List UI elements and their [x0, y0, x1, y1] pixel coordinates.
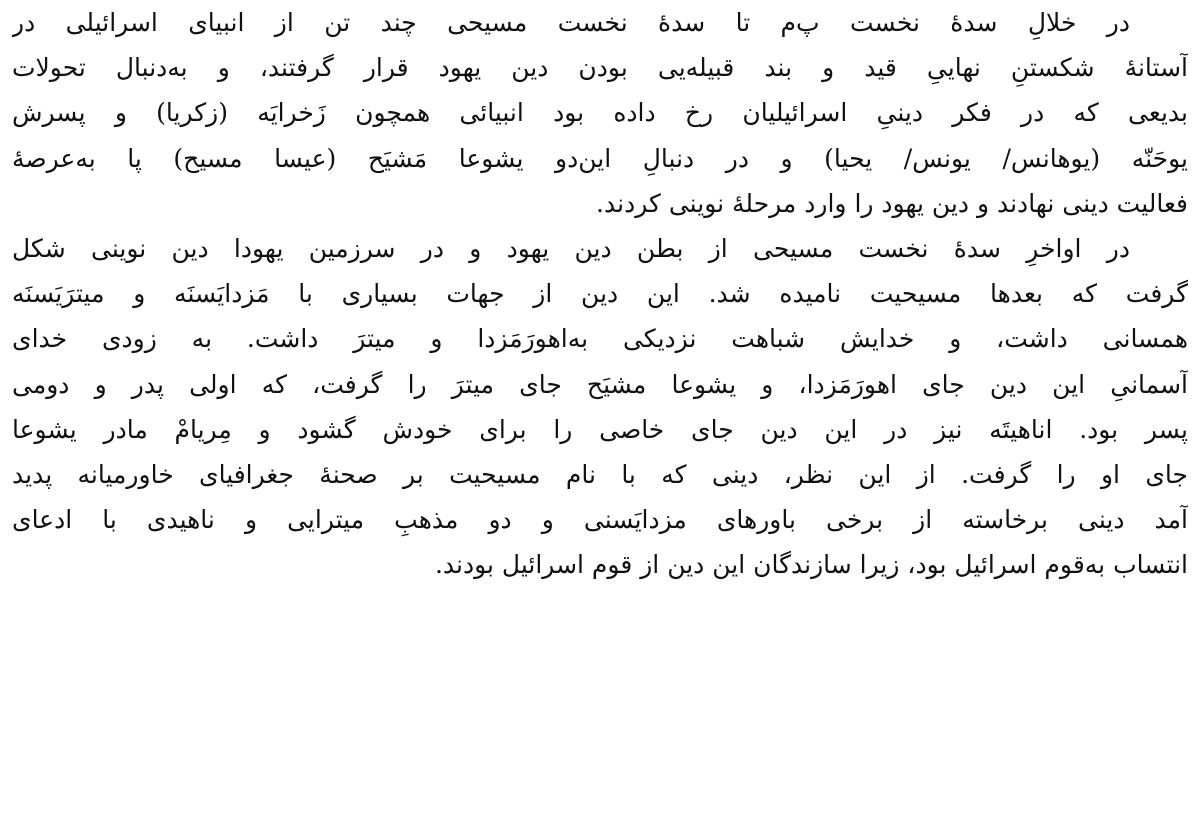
paragraph-2-line-1: در اواخرِ سدۀ نخست مسیحی از بطن دین یهود و در سرزمین یهودا دین نوینی شکل	[12, 234, 1130, 264]
paragraph-2-line-7: آمد دینی برخاسته از برخی باورهای مزدایَسنی و دو مذهبِ میترایی و ناهیدی با ادعای	[12, 505, 1188, 535]
paragraph-2-line-8: انتساب به‌قوم اسرائیل بود، زیرا سازندگان این دین از قوم اسرائیل بودند.	[434, 550, 1188, 580]
paragraph-1	[12, 0, 1188, 226]
paragraph-2-line-5: پسر بود. اناهیتَه نیز در این دین جای خاصی را برای خودش گشود و مِریامْ مادر یشوعا	[12, 414, 1188, 444]
paragraph-2	[12, 226, 1188, 588]
paragraph-1-line-1: در خلالِ سدۀ نخست پ‌م تا سدۀ نخست مسیحی چند تن از انبیای اسرائیلی در	[12, 8, 1130, 37]
paragraph-1-line-2: آستانۀ شکستنِ نهاییِ قید و بند قبیله‌یی بودن دین یهود قرار گرفتند، و به‌دنبال تحولات	[12, 53, 1188, 83]
paragraph-2-line-6: جای او را گرفت. از این نظر، دینی که با نام مسیحیت بر صحنۀ جغرافیای خاورمیانه پدید	[12, 460, 1188, 490]
paragraph-2-line-4: آسمانیِ این دین جای اهورَمَزدا، و یشوعا مشیَح جای میترَ را گرفت، که اولی پدر و دومی	[12, 369, 1188, 399]
paragraph-1-line-4: یوحَنّه (یوهانس/ یونس/ یحیا) و در دنبالِ این‌دو یشوعا مَشیَح (عیسا مسیح) پا به‌عرصۀ	[12, 143, 1188, 173]
paragraph-1-line-5: فعالیت دینی نهادند و دین یهود را وارد مرحلۀ نوینی کردند.	[596, 188, 1188, 218]
paragraph-2-line-2: گرفت که بعدها مسیحیت نامیده شد. این دین از جهات بسیاری با مَزدایَسنَه و میترَیَسنَه	[12, 279, 1188, 309]
paragraph-2-line-3: همسانی داشت، و خدایش شباهت نزدیکی به‌اهورَمَزدا و میترَ داشت. به زودی خدای	[12, 324, 1188, 354]
paragraph-1-line-3: بدیعی که در فکر دینیِ اسرائیلیان رخ داده بود انبیائی همچون زَخرایَه (زکریا) و پسرش	[12, 98, 1188, 128]
